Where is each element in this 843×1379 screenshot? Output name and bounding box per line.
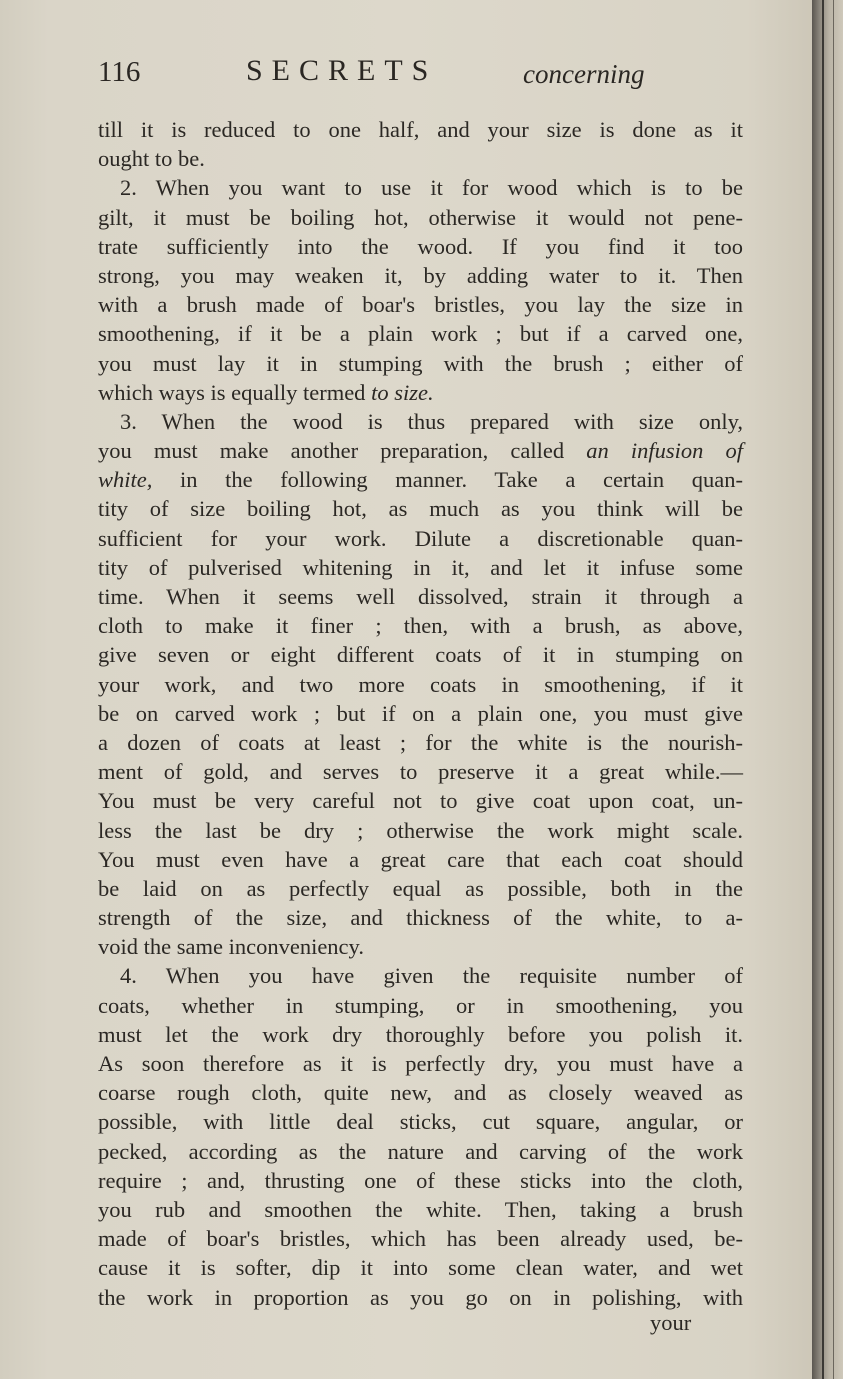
text-line: You must even have a great care that each coat should	[98, 846, 743, 872]
text-line: you rub and smoothen the white. Then, taking a brush	[98, 1196, 743, 1222]
text-line: must let the work dry thoroughly before you polish it.	[98, 1021, 743, 1047]
text-line: cloth to make it finer ; then, with a brush, as above,	[98, 613, 743, 639]
text-line: strong, you may weaken it, by adding water to it. Then	[98, 262, 743, 288]
book-gutter	[812, 0, 843, 1379]
running-title: SECRETS	[246, 54, 438, 87]
italic-term: white,	[98, 467, 153, 493]
text-line: a dozen of coats at least ; for the white is the nourish-	[98, 729, 743, 755]
italic-term: an infusion of	[586, 438, 743, 464]
text-line: with a brush made of boar's bristles, you lay the size in	[98, 292, 743, 318]
text-line: give seven or eight different coats of it in stumping on	[98, 642, 743, 668]
text-line: which ways is equally termed to size.	[98, 379, 434, 405]
text-line: smoothening, if it be a plain work ; but if a carved one,	[98, 321, 743, 347]
text-line: the work in proportion as you go on in polishing, with	[98, 1284, 743, 1310]
paragraph-4-start: 4. When you have given the requisite number of	[120, 963, 743, 989]
text-line: possible, with little deal sticks, cut square, angular, or	[98, 1109, 743, 1135]
text-line: till it is reduced to one half, and your size is done as it	[98, 117, 743, 142]
page-header	[98, 52, 748, 96]
text-line: pecked, according as the nature and carving of the work	[98, 1138, 743, 1164]
text-line: coats, whether in stumping, or in smoothening, you	[98, 992, 743, 1018]
page-edge	[822, 0, 824, 1379]
running-subtitle: concerning	[523, 59, 645, 89]
page-edge	[833, 0, 834, 1379]
text-line: As soon therefore as it is perfectly dry, you must have a	[98, 1051, 743, 1076]
page-number: 116	[98, 56, 141, 88]
text-line: ment of gold, and serves to preserve it a great while.—	[98, 759, 743, 785]
text-line: your work, and two more coats in smoothening, if it	[98, 671, 743, 697]
text-line: be on carved work ; but if on a plain one, you must give	[98, 700, 743, 726]
text-line: you must make another preparation, called an infusion of	[98, 438, 743, 464]
text-line: you must lay it in stumping with the brush ; either of	[98, 350, 743, 376]
text-line: ought to be.	[98, 146, 205, 172]
text-line: coarse rough cloth, quite new, and as closely weaved as	[98, 1080, 743, 1106]
text-line: You must be very careful not to give coat upon coat, un-	[98, 788, 743, 814]
text-line: cause it is softer, dip it into some clean water, and wet	[98, 1255, 743, 1281]
catchword: your	[650, 1310, 692, 1335]
body-text	[98, 115, 743, 1312]
text-line: void the same inconveniency.	[98, 934, 364, 960]
italic-term: to size.	[371, 379, 434, 405]
text-line: trate sufficiently into the wood. If you find it too	[98, 233, 743, 259]
text-line: be laid on as perfectly equal as possible, both in the	[98, 875, 743, 901]
text-line: require ; and, thrusting one of these sticks into the cloth,	[98, 1167, 743, 1193]
text-line: made of boar's bristles, which has been already used, be-	[98, 1226, 743, 1252]
paragraph-2-start: 2. When you want to use it for wood which is to be	[120, 175, 743, 201]
text-line: tity of size boiling hot, as much as you think will be	[98, 496, 743, 522]
text-line: less the last be dry ; otherwise the work might scale.	[98, 817, 743, 843]
text-line: strength of the size, and thickness of the white, to a-	[98, 905, 743, 931]
text-line: sufficient for your work. Dilute a discretionable quan-	[98, 525, 743, 551]
paragraph-3-start: 3. When the wood is thus prepared with size only,	[120, 408, 743, 434]
text-line: tity of pulverised whitening in it, and let it infuse some	[98, 554, 743, 580]
text-line: white, in the following manner. Take a certain quan-	[98, 467, 743, 493]
text-line: gilt, it must be boiling hot, otherwise it would not pene-	[98, 204, 743, 230]
text-line: time. When it seems well dissolved, strain it through a	[98, 584, 743, 609]
